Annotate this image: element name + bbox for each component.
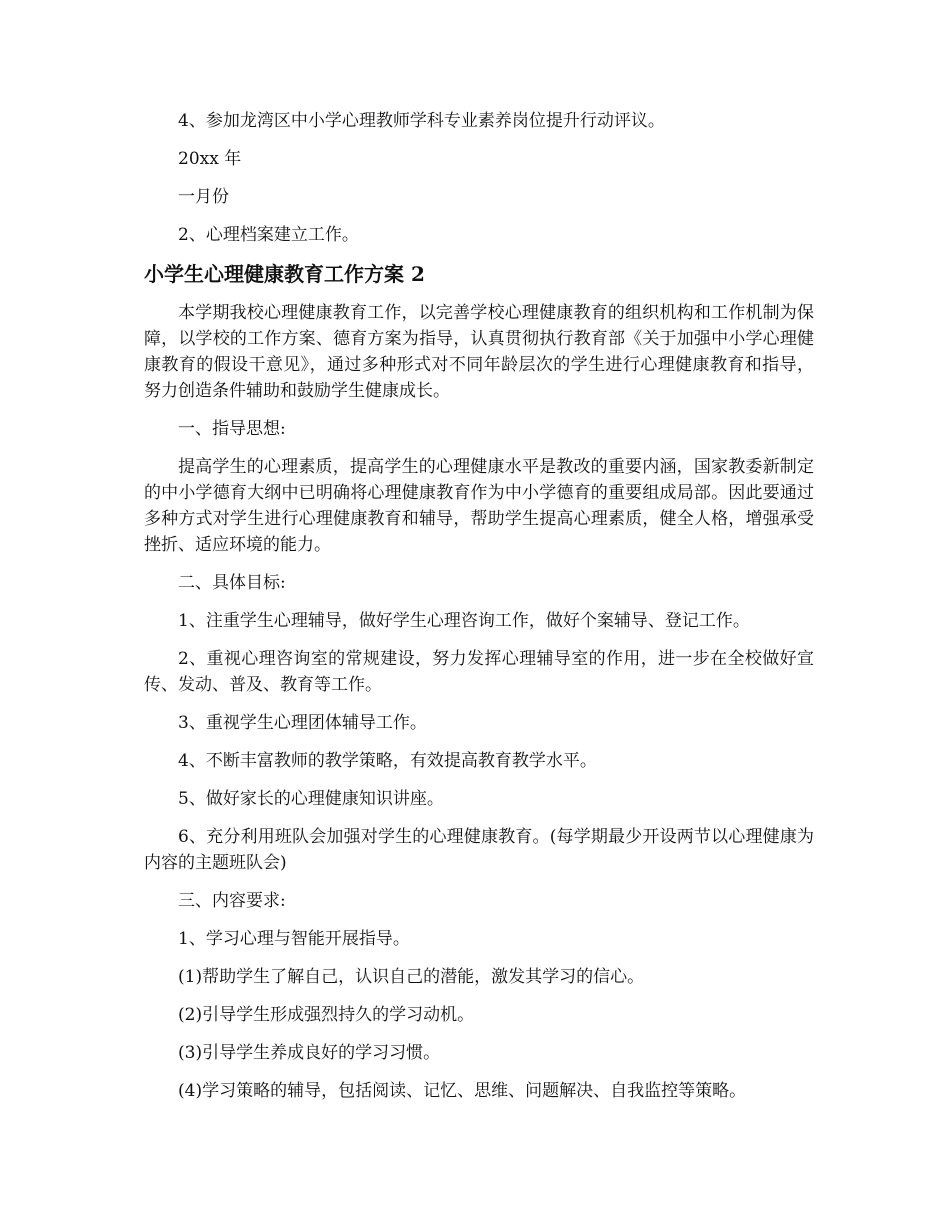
document-page [144, 108, 814, 1116]
section-heading: 小学生心理健康教育工作方案 2 [144, 262, 425, 286]
goal-item: 4、不断丰富教师的教学策略，有效提高教育教学水平。 [178, 751, 597, 771]
paragraph: 4、参加龙湾区中小学心理教师学科专业素养岗位提升行动评议。 [178, 111, 665, 131]
content-item: 1、学习心理与智能开展指导。 [178, 929, 410, 949]
paragraph: 一月份 [178, 187, 229, 207]
section-title-guiding: 一、指导思想: [178, 419, 286, 439]
goal-item: 6、充分利用班队会加强对学生的心理健康教育。(每学期最少开设两节以心理健康为内容的主题班队会) [144, 827, 814, 873]
goal-item: 1、注重学生心理辅导，做好学生心理咨询工作，做好个案辅导、登记工作。 [178, 611, 750, 631]
paragraph: 20xx 年 [178, 149, 242, 169]
paragraph: 2、心理档案建立工作。 [178, 225, 359, 245]
content-item: (1)帮助学生了解自己，认识自己的潜能，激发其学习的信心。 [178, 967, 645, 987]
goal-item: 2、重视心理咨询室的常规建设，努力发挥心理辅导室的作用，进一步在全校做好宣传、发动、普及、教育等工作。 [144, 649, 814, 695]
content-item: (4)学习策略的辅导，包括阅读、记忆、思维、问题解决、自我监控等策略。 [178, 1081, 747, 1101]
content-item: (3)引导学生养成良好的学习习惯。 [178, 1043, 441, 1063]
intro-paragraph: 本学期我校心理健康教育工作，以完善学校心理健康教育的组织机构和工作机制为保障，以学校的工作方案、德育方案为指导，认真贯彻执行教育部《关于加强中小学心理健康教育的假设干意见》，通过多种形式对不同年龄层次的学生进行心理健康教育和指导，努力创造条件辅助和鼓励学生健康成长。 [144, 303, 814, 401]
goal-item: 3、重视学生心理团体辅导工作。 [178, 713, 427, 733]
content-item: (2)引导学生形成强烈持久的学习动机。 [178, 1005, 475, 1025]
guiding-paragraph: 提高学生的心理素质，提高学生的心理健康水平是教改的重要内涵，国家教委新制定的中小学德育大纲中已明确将心理健康教育作为中小学德育的重要组成局部。因此要通过多种方式对学生进行心理健康教育和辅导，帮助学生提高心理素质，健全人格，增强承受挫折、适应环境的能力。 [144, 457, 814, 555]
goal-item: 5、做好家长的心理健康知识讲座。 [178, 789, 444, 809]
section-title-goals: 二、具体目标: [178, 573, 286, 593]
section-title-content: 三、内容要求: [178, 891, 286, 911]
